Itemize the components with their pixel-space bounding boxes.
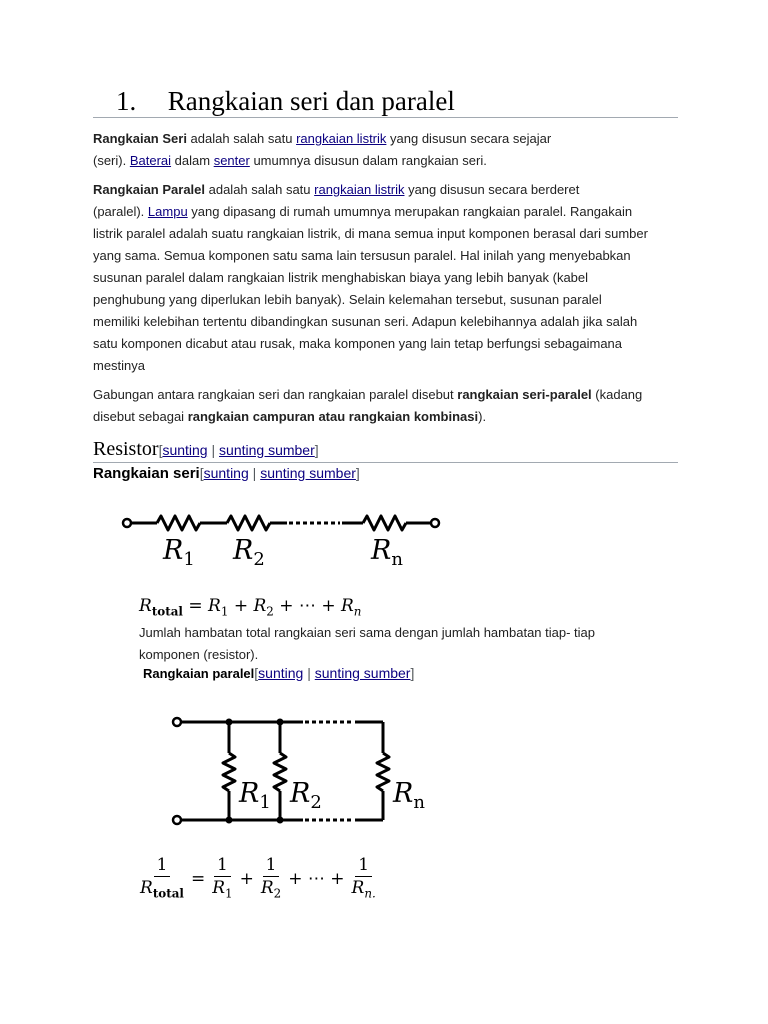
edit-source-link-seri[interactable]: sunting sumber bbox=[260, 465, 356, 481]
parallel-label-rn: $R_n$ bbox=[393, 778, 425, 813]
paragraph-line: penghubung yang diperlukan lebih banyak). Selain kelemahan tersebut, susunan paralel bbox=[93, 292, 602, 307]
parallel-formula: $\frac{1}{R_{total}}$ = $\frac{1}{R_1}$ + $\frac{1}{R_2}$ + ⋯ + $\frac{1}{R_{n.}}$ bbox=[137, 855, 379, 903]
parallel-circuit-diagram bbox=[165, 708, 435, 833]
term-rangkaian-campuran: rangkaian campuran atau rangkaian kombinasi bbox=[187, 409, 479, 424]
fraction-r2: $\frac{1}{R_2}$ bbox=[260, 855, 282, 901]
fraction-total: $\frac{1}{R_{total}}$ bbox=[140, 855, 184, 901]
series-circuit-diagram bbox=[115, 505, 455, 575]
section-title-seri: Rangkaian seri bbox=[93, 465, 200, 482]
section-heading-seri: Rangkaian seri[sunting | sunting sumber] bbox=[93, 465, 360, 482]
term-rangkaian-seri-paralel: rangkaian seri-paralel bbox=[457, 387, 592, 402]
heading-rule bbox=[93, 117, 678, 118]
link-senter[interactable]: senter bbox=[213, 153, 250, 168]
paragraph-line: listrik paralel adalah suatu rangkaian listrik, di mana semua input komponen berasal dari sumber bbox=[93, 226, 648, 241]
heading-number: 1. bbox=[116, 86, 137, 116]
link-rangkaian-listrik-2[interactable]: rangkaian listrik bbox=[314, 182, 405, 197]
series-label-r2: $R_2$ bbox=[233, 535, 265, 570]
series-label-rn: $R_n$ bbox=[371, 535, 403, 570]
paragraph-seri: Rangkaian Seri adalah salah satu rangkaian listrik yang disusun secara sejajar (seri). Baterai dalam senter umumnya disusun dalam rangkaian seri. bbox=[93, 131, 552, 168]
section-title-resistor: Resistor bbox=[93, 438, 159, 460]
edit-link-seri[interactable]: sunting bbox=[203, 465, 249, 481]
section-rule bbox=[93, 462, 678, 463]
term-rangkaian-seri: Rangkaian Seri bbox=[93, 131, 187, 146]
section-heading-paralel: Rangkaian paralel[sunting | sunting sumber] bbox=[143, 665, 415, 681]
term-rangkaian-paralel: Rangkaian Paralel bbox=[93, 182, 205, 197]
link-baterai[interactable]: Baterai bbox=[129, 153, 172, 168]
page-title bbox=[116, 86, 455, 117]
series-formula: $R_{total} = R_1 + R_2$ + ⋯ + $R_n$ bbox=[139, 596, 362, 619]
series-note: Jumlah hambatan total rangkaian seri sama dengan jumlah hambatan tiap- tiap komponen (resistor). bbox=[139, 625, 595, 662]
series-label-r1: $R_1$ bbox=[163, 535, 195, 570]
paragraph-gabungan: Gabungan antara rangkaian seri dan rangkaian paralel disebut rangkaian seri-paralel (kadang disebut sebagai rangkaian campuran atau rangkaian kombinasi). bbox=[93, 387, 643, 424]
section-title-paralel: Rangkaian paralel bbox=[143, 666, 255, 681]
paragraph-line: susunan paralel dalam rangkaian listrik menghabiskan biaya yang lebih banyak (kabel bbox=[93, 270, 589, 285]
edit-link-resistor[interactable]: sunting bbox=[162, 442, 208, 458]
heading-title: Rangkaian seri dan paralel bbox=[167, 86, 455, 116]
paragraph-line: satu komponen dicabut atau rusak, maka komponen yang lain tetap berfungsi sebagaimana bbox=[93, 336, 623, 351]
paragraph-paralel: Rangkaian Paralel adalah salah satu rangkaian listrik yang disusun secara berderet (paralel). Lampu yang dipasang di rumah umumnya merupakan rangkaian paralel. Rangakain listrik paralel adalah suatu rangkaian listrik, di mana semua input komponen berasal dari sumber yang sama. Semua komponen satu sama lain tersusun paralel. Hal inilah yang menyebabkan susunan paralel dalam rangkaian listrik menghabiskan biaya yang lebih banyak (kabel penghubung yang diperlukan lebih banyak). Selain kelemahan tersebut, susunan paralel memiliki kelebihan tertentu dibandingkan susunan seri. Adapun kelebihannya adalah jika salah satu komponen dicabut atau rusak, maka komponen yang lain tetap berfungsi sebagaimana mestinya bbox=[93, 179, 678, 377]
section-heading-resistor: Resistor[sunting | sunting sumber] bbox=[93, 438, 319, 460]
paragraph-line: memiliki kelebihan tertentu dibandingkan susunan seri. Adapun kelebihannya adalah jika salah bbox=[93, 314, 638, 329]
link-rangkaian-listrik[interactable]: rangkaian listrik bbox=[296, 131, 387, 146]
edit-source-link-resistor[interactable]: sunting sumber bbox=[219, 442, 315, 458]
parallel-label-r1: $R_1$ bbox=[239, 778, 271, 813]
edit-link-paralel[interactable]: sunting bbox=[258, 665, 304, 681]
link-lampu[interactable]: Lampu bbox=[147, 204, 188, 219]
edit-source-link-paralel[interactable]: sunting sumber bbox=[314, 665, 411, 681]
fraction-r1: $\frac{1}{R_1}$ bbox=[212, 855, 233, 901]
parallel-label-r2: $R_2$ bbox=[290, 778, 322, 813]
paragraph-line: yang sama. Semua komponen satu sama lain tersusun paralel. Hal inilah yang menyebabkan bbox=[93, 248, 631, 263]
fraction-rn: $\frac{1}{R_{n.}}$ bbox=[351, 855, 376, 901]
paragraph-line: mestinya bbox=[93, 358, 146, 373]
